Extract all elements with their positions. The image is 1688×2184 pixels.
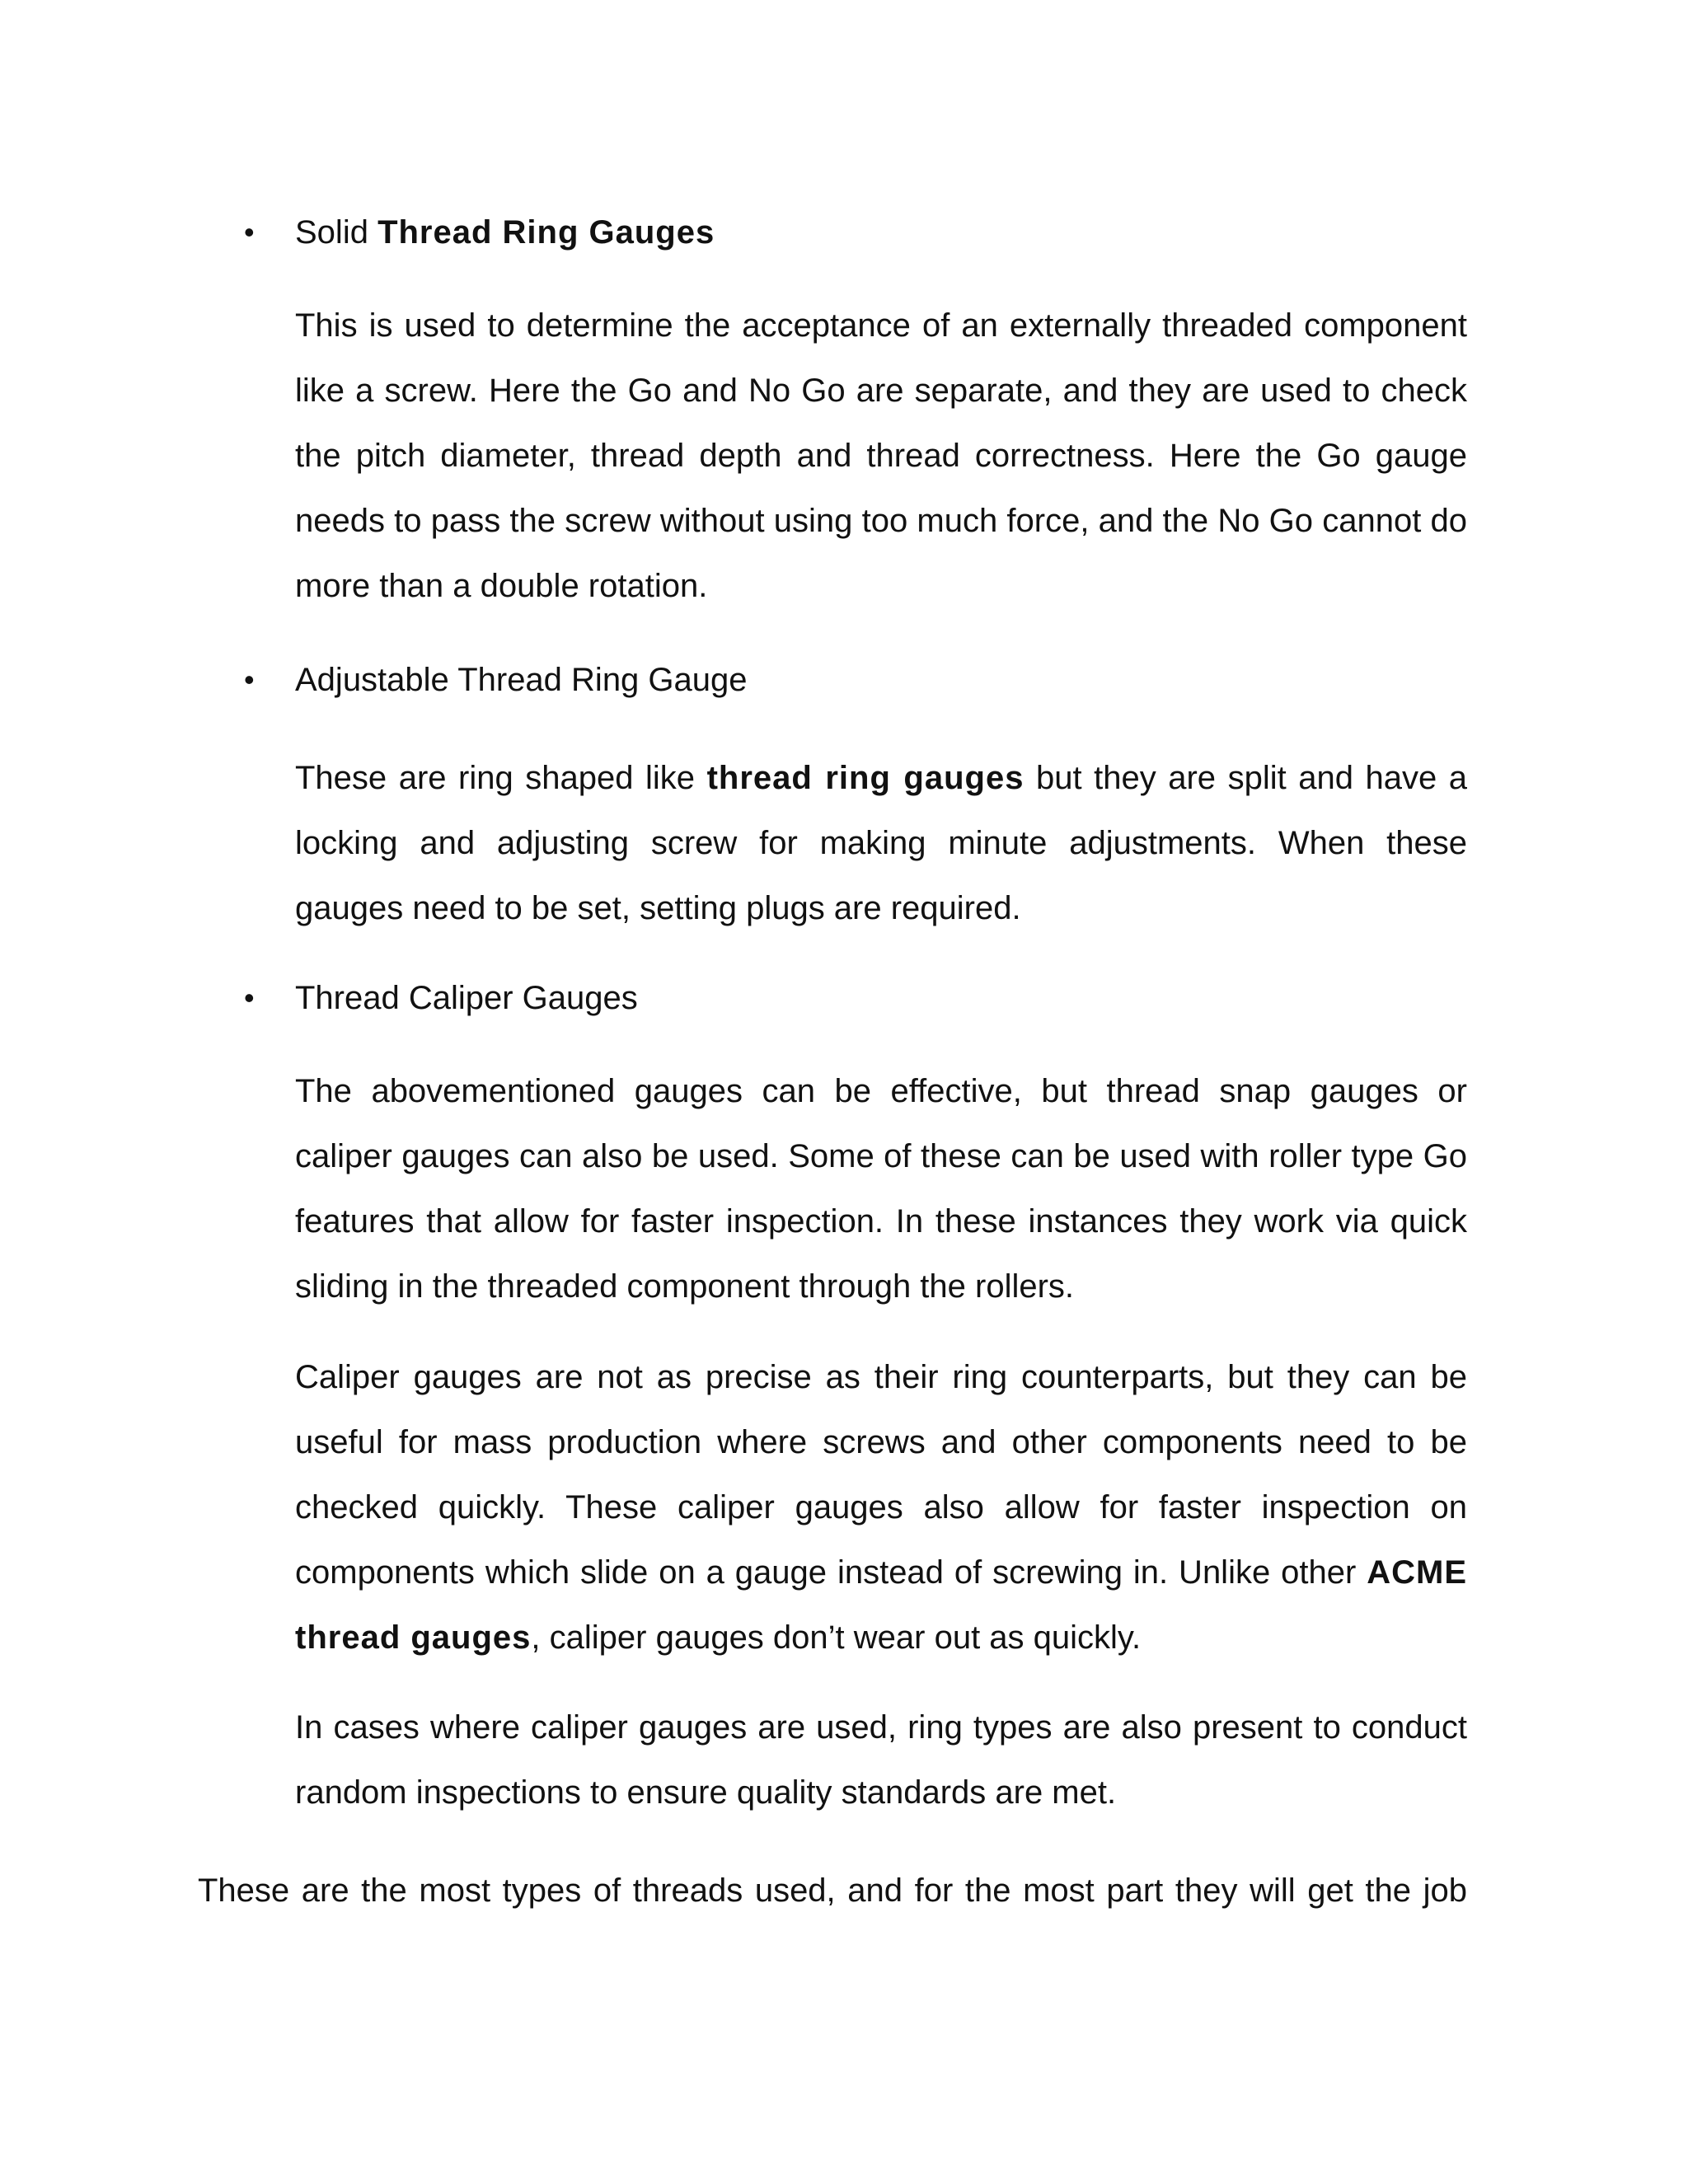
paragraph-solid-thread-ring-gauges: This is used to determine the acceptance of an externally threaded component like a screw. Here the Go and No Go are separate, and they are used to check the pitch diameter, thread depth and thread correctness. Here the Go gauge needs to pass the screw without using too much force, and the No Go cannot do more than a double rotation. xyxy=(295,307,1467,604)
bullet-icon: • xyxy=(244,663,255,696)
paragraph-adjustable-thread-ring-gauge: These are ring shaped like thread ring gauges but they are split and have a locking and adjusting screw for making minute adjustments. When these gauges need to be set, setting plugs are required. xyxy=(295,760,1468,926)
acme-thread-gauges-link: ACME thread gauges xyxy=(295,1554,1467,1656)
bullet-heading: Thread Caliper Gauges xyxy=(295,980,638,1016)
paragraph-caliper-intro: The abovementioned gauges can be effective, but thread snap gauges or caliper gauges can also be used. Some of these can be used with roller type Go features that allow for faster inspection. In these instances they work via quick sliding in the threaded component through the rollers. xyxy=(295,1073,1467,1305)
paragraph-caliper-ring-types: In cases where caliper gauges are used, ring types are also present to conduct random inspections to ensure quality standards are met. xyxy=(295,1709,1467,1811)
thread-ring-gauges-link: thread ring gauges xyxy=(706,760,1025,796)
bullet-heading: Adjustable Thread Ring Gauge xyxy=(295,662,748,698)
thread-ring-gauges-heading: Thread Ring Gauges xyxy=(377,214,715,251)
closing-paragraph: These are the most types of threads used, and for the most part they will get the job xyxy=(198,1872,1467,1909)
bullet-icon: • xyxy=(244,215,255,249)
bullet-icon: • xyxy=(244,981,255,1015)
paragraph-caliper-precision: Caliper gauges are not as precise as their ring counterparts, but they can be useful for mass production where screws and other components need to be checked quickly. These caliper gauges also allow for faster inspection on components which slide on a gauge instead of screwing in. Unlike other ACME thread gauges, caliper gauges don’t wear out as quickly. xyxy=(295,1359,1467,1656)
bullet-heading-prefix: Solid xyxy=(295,214,378,251)
